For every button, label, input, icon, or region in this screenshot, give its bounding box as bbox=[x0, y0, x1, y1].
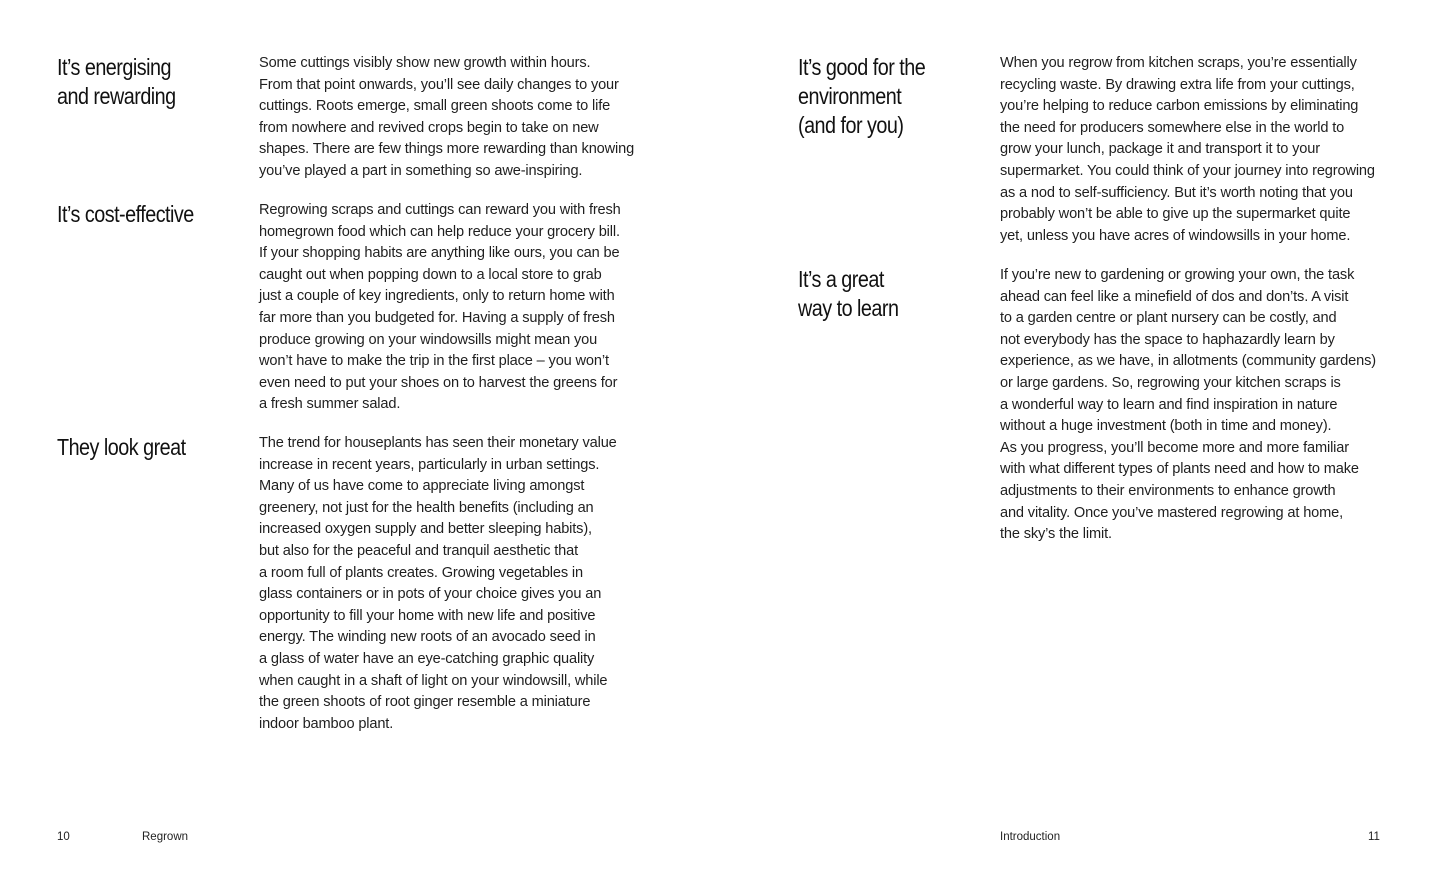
body-line: opportunity to fill your home with new life and positive bbox=[259, 607, 596, 624]
body-line: Many of us have come to appreciate living amongst bbox=[259, 478, 585, 495]
body-line: a room full of plants creates. Growing vegetables in bbox=[259, 564, 583, 581]
body-line: without a huge investment (both in time and money). bbox=[1000, 418, 1332, 435]
body-line: and vitality. Once you’ve mastered regrowing at home, bbox=[1000, 504, 1344, 521]
body-line: experience, as we have, in allotments (community gardens) bbox=[1000, 353, 1376, 370]
body-line: with what different types of plants need and how to make bbox=[1000, 461, 1359, 478]
heading-line: It’s good for the bbox=[798, 54, 926, 80]
body-line: ahead can feel like a minefield of dos and don’ts. A visit bbox=[1000, 288, 1349, 305]
body-line: caught out when popping down to a local store to grab bbox=[259, 266, 602, 283]
body-line: even need to put your shoes on to harvest the greens for bbox=[259, 374, 618, 391]
heading-line: environment bbox=[798, 83, 902, 109]
body-line: a fresh summer salad. bbox=[259, 396, 401, 413]
body-line: From that point onwards, you’ll see daily changes to your bbox=[259, 76, 619, 93]
body-line: The trend for houseplants has seen their monetary value bbox=[259, 435, 617, 451]
section-body bbox=[259, 433, 659, 735]
body-line: homegrown food which can help reduce your grocery bill. bbox=[259, 223, 620, 240]
body-line: greenery, not just for the health benefits (including an bbox=[259, 499, 594, 516]
heading-line: way to learn bbox=[798, 295, 899, 321]
body-line: not everybody has the space to haphazardly learn by bbox=[1000, 331, 1335, 348]
body-line: the sky’s the limit. bbox=[1000, 526, 1112, 543]
body-line: When you regrow from kitchen scraps, you’re essentially bbox=[1000, 55, 1357, 71]
body-line: to a garden centre or plant nursery can be costly, and bbox=[1000, 310, 1337, 327]
body-line: you’re helping to reduce carbon emissions by eliminating bbox=[1000, 98, 1359, 115]
body-line: you’ve played a part in something so awe-inspiring. bbox=[259, 162, 583, 179]
body-line: probably won’t be able to give up the supermarket quite bbox=[1000, 206, 1351, 223]
heading-line: and rewarding bbox=[57, 83, 176, 109]
body-line: energy. The winding new roots of an avocado seed in bbox=[259, 629, 596, 646]
body-line: increased oxygen supply and better sleeping habits), bbox=[259, 521, 592, 538]
body-line: a glass of water have an eye-catching graphic quality bbox=[259, 650, 595, 667]
body-line: shapes. There are few things more rewarding than knowing bbox=[259, 141, 635, 158]
body-line: the green shoots of root ginger resemble a miniature bbox=[259, 694, 591, 711]
section-heading bbox=[57, 200, 220, 229]
left-page bbox=[0, 0, 722, 875]
body-line: far more than you budgeted for. Having a supply of fresh bbox=[259, 309, 615, 326]
heading-line: It’s cost-effective bbox=[57, 201, 194, 227]
section-heading bbox=[798, 265, 961, 323]
heading-line: (and for you) bbox=[798, 112, 904, 138]
body-line: produce growing on your windowsills might mean you bbox=[259, 331, 598, 348]
body-line: when caught in a shaft of light on your windowsill, while bbox=[259, 672, 608, 689]
body-line: a wonderful way to learn and find inspiration in nature bbox=[1000, 396, 1338, 413]
right-page bbox=[722, 0, 1445, 875]
section-body bbox=[1000, 265, 1400, 546]
body-line: Regrowing scraps and cuttings can reward you with fresh bbox=[259, 202, 621, 218]
body-line: just a couple of key ingredients, only to return home with bbox=[259, 288, 615, 305]
body-line: Some cuttings visibly show new growth within hours. bbox=[259, 55, 591, 71]
body-line: but also for the peaceful and tranquil aesthetic that bbox=[259, 542, 579, 559]
heading-line: It’s a great bbox=[798, 266, 884, 292]
body-line: indoor bamboo plant. bbox=[259, 715, 394, 732]
section-title: Introduction bbox=[1000, 831, 1061, 843]
body-line: cuttings. Roots emerge, small green shoots come to life bbox=[259, 98, 611, 115]
body-line: as a nod to self-sufficiency. But it’s worth noting that you bbox=[1000, 184, 1353, 201]
body-line: yet, unless you have acres of windowsills in your home. bbox=[1000, 227, 1351, 244]
body-line: from nowhere and revived crops begin to take on new bbox=[259, 119, 599, 136]
body-line: the need for producers somewhere else in the world to bbox=[1000, 119, 1345, 136]
body-line: increase in recent years, particularly in urban settings. bbox=[259, 456, 600, 473]
body-line: grow your lunch, package it and transport it to your bbox=[1000, 141, 1320, 158]
page-number-right: 11 bbox=[1368, 831, 1380, 843]
body-line: supermarket. You could think of your journey into regrowing bbox=[1000, 162, 1375, 179]
heading-line: They look great bbox=[57, 434, 186, 460]
section-body bbox=[259, 200, 659, 416]
page-number-left: 10 bbox=[57, 831, 70, 843]
section-heading bbox=[57, 433, 220, 462]
body-line: As you progress, you’ll become more and more familiar bbox=[1000, 439, 1349, 456]
section-heading bbox=[57, 53, 220, 111]
book-title: Regrown bbox=[142, 831, 189, 843]
body-line: glass containers or in pots of your choice gives you an bbox=[259, 586, 602, 603]
body-line: won’t have to make the trip in the first place – you won’t bbox=[259, 353, 609, 370]
body-line: or large gardens. So, regrowing your kitchen scraps is bbox=[1000, 374, 1341, 391]
section-heading bbox=[798, 53, 961, 140]
body-line: If you’re new to gardening or growing your own, the task bbox=[1000, 267, 1355, 283]
body-line: adjustments to their environments to enhance growth bbox=[1000, 482, 1336, 499]
body-line: If your shopping habits are anything like ours, you can be bbox=[259, 245, 620, 262]
heading-line: It’s energising bbox=[57, 54, 171, 80]
section-body bbox=[259, 53, 659, 183]
section-body bbox=[1000, 53, 1400, 247]
body-line: recycling waste. By drawing extra life from your cuttings, bbox=[1000, 76, 1355, 93]
